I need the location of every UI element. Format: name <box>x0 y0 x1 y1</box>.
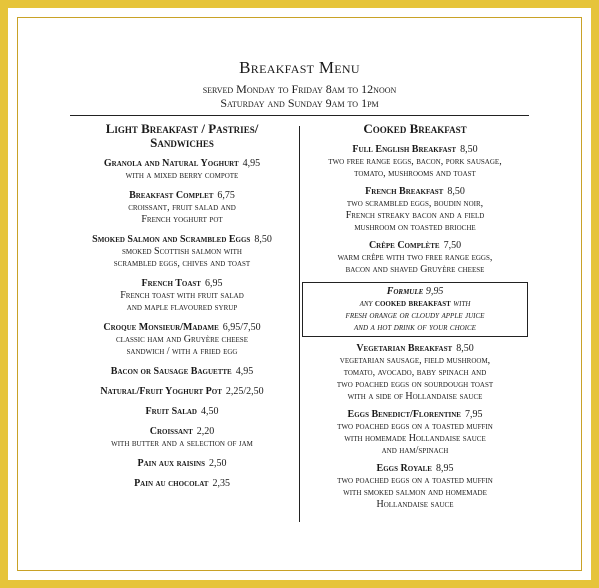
menu-item-description: two free range eggs, bacon, pork sausage, <box>328 156 502 167</box>
menu-item-description: smoked Scottish salmon with <box>121 246 242 257</box>
menu-item-description: with homemade Hollandaise sauce <box>344 433 486 444</box>
menu-item-description: French yoghurt pot <box>141 214 223 225</box>
menu-item-price: 7,95 <box>464 409 483 420</box>
menu-item-description: tomato, mushrooms and toast <box>354 168 476 179</box>
menu-item <box>302 409 528 457</box>
menu-item <box>68 426 296 450</box>
section-heading-cooked: Cooked Breakfast <box>363 121 467 136</box>
menu-item-description: with a side of Hollandaise sauce <box>347 391 483 402</box>
menu-item-description: croissant, fruit salad and <box>128 202 236 213</box>
menu-item-name: Vegetarian Breakfast <box>356 343 453 354</box>
left-items-list <box>68 158 296 490</box>
menu-item-description: and maple flavoured syrup <box>126 302 238 313</box>
menu-item-price: 8,50 <box>254 234 272 245</box>
menu-item-name: Eggs Benedict/Florentine <box>347 409 461 420</box>
menu-item-name: Pain au chocolat <box>134 478 209 489</box>
menu-item <box>68 458 296 470</box>
menu-item <box>68 234 296 270</box>
menu-item-name: Bacon or Sausage Baguette <box>110 366 232 377</box>
menu-item-price: 2,20 <box>196 426 215 437</box>
section-heading-light: Light Breakfast / Pastries/ Sandwiches <box>105 121 259 150</box>
menu-item-price: 8,50 <box>456 343 474 354</box>
menu-item-price: 4,50 <box>201 406 219 417</box>
menu-item-name: Smoked Salmon and Scrambled Eggs <box>92 234 251 245</box>
column-divider <box>299 126 300 522</box>
menu-item <box>302 343 528 403</box>
menu-item-name: Eggs Royale <box>376 463 432 474</box>
menu-item-price: 7,50 <box>443 240 462 251</box>
formule-price: 9,95 <box>425 286 444 297</box>
menu-item-price: 2,50 <box>209 458 227 469</box>
menu-item-description: two poached eggs on a toasted muffin <box>337 421 493 432</box>
menu-item-price: 4,95 <box>242 158 261 169</box>
menu-item-description: French streaky bacon and a field <box>345 210 485 221</box>
menu-item-description: Hollandaise sauce <box>376 499 454 510</box>
menu-item-name: Breakfast Complet <box>129 190 214 201</box>
menu-item-description: scrambled eggs, chives and toast <box>113 258 251 269</box>
menu-item-price: 6,95/7,50 <box>222 322 261 333</box>
menu-item <box>68 386 296 398</box>
menu-item <box>68 190 296 226</box>
menu-item-price: 8,95 <box>435 463 454 474</box>
menu-item-name: Full English Breakfast <box>352 144 457 155</box>
menu-item-name: Granola and Natural Yoghurt <box>103 158 239 169</box>
menu-item-name: French Breakfast <box>365 186 444 197</box>
menu-item-price: 2,35 <box>212 478 230 489</box>
menu-item-description: sandwich / with a fried egg <box>126 346 238 357</box>
menu-item-description: tomato, avocado, baby spinach and <box>343 367 487 378</box>
menu-item-price: 6,95 <box>204 278 223 289</box>
menu-item-description: with butter and a selection of jam <box>111 438 253 449</box>
right-items-bottom <box>302 343 528 511</box>
menu-item-description: classic ham and Gruyère cheese <box>116 334 248 345</box>
page-title: Breakfast Menu <box>239 58 360 77</box>
menu-item-description: two poached eggs on sourdough toast <box>336 379 494 390</box>
menu-item-description: and ham/spinach <box>381 445 449 456</box>
menu-item-name: Croissant <box>149 426 193 437</box>
hours-weekday: served Monday to Friday 8am to 12noon <box>202 82 397 96</box>
right-column <box>302 122 528 517</box>
menu-item-price: 8,50 <box>460 144 478 155</box>
menu-item-description: with a mixed berry compote <box>125 170 239 181</box>
hours-weekend: Saturday and Sunday 9am to 1pm <box>220 96 379 110</box>
menu-item-description: two scrambled eggs, boudin noir, <box>346 198 484 209</box>
header-divider <box>70 115 529 116</box>
formule-box: Formule 9,95 any cooked breakfast with fresh orange or cloudy apple juice and a hot drink of your choice <box>302 282 528 337</box>
menu-item-name: Croque Monsieur/Madame <box>103 322 219 333</box>
menu-item-description: with smoked salmon and homemade <box>343 487 487 498</box>
left-column <box>68 122 296 498</box>
menu-item <box>68 366 296 378</box>
menu-item-price: 6,75 <box>217 190 235 201</box>
menu-item-name: Pain aux raisins <box>137 458 205 469</box>
menu-item <box>302 240 528 276</box>
menu-item-price: 2,25/2,50 <box>225 386 264 397</box>
menu-item-price: 4,95 <box>235 366 254 377</box>
menu-item <box>68 322 296 358</box>
menu-item-name: Natural/Fruit Yoghurt Pot <box>100 386 222 397</box>
menu-item-description: mushroom on toasted brioche <box>354 222 476 233</box>
menu-item-name: French Toast <box>141 278 201 289</box>
menu-item <box>302 186 528 234</box>
menu-item-description: French toast with fruit salad <box>120 290 244 301</box>
menu-item-description: two poached eggs on a toasted muffin <box>337 475 493 486</box>
menu-item-description: vegetarian sausage, field mushroom, <box>339 355 491 366</box>
menu-item <box>302 463 528 511</box>
right-items-top <box>302 144 528 276</box>
menu-item <box>68 478 296 490</box>
menu-item-description: warm crêpe with two free range eggs, <box>337 252 493 263</box>
menu-item <box>68 158 296 182</box>
menu-item-description: bacon and shaved Gruyère cheese <box>345 264 485 275</box>
menu-item-price: 8,50 <box>447 186 465 197</box>
menu-item <box>68 406 296 418</box>
menu-item-name: Crêpe Complète <box>368 240 440 251</box>
menu-item <box>302 144 528 180</box>
formule-name: Formule <box>386 286 424 297</box>
menu-item <box>68 278 296 314</box>
menu-item-name: Fruit Salad <box>145 406 197 417</box>
